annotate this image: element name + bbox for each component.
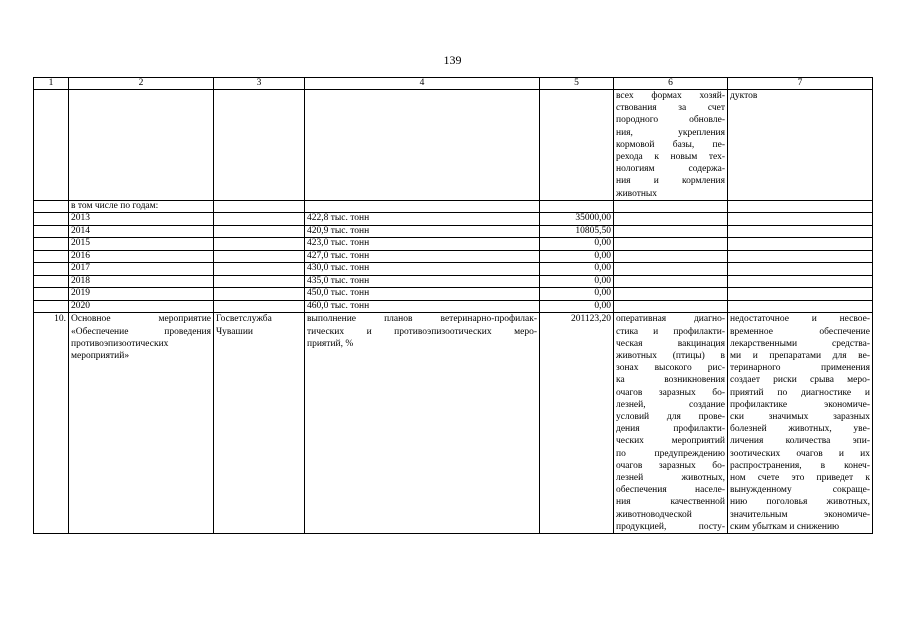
year-cell: 2017 bbox=[69, 263, 214, 276]
text-line: создает риски срыва меро- bbox=[730, 375, 870, 386]
text-line: дения профилакти- bbox=[616, 424, 725, 435]
text-line: «Обеспечение проведения bbox=[71, 326, 211, 337]
row10-col5: 201123,20 bbox=[540, 313, 614, 534]
amount-cell: 0,00 bbox=[540, 275, 614, 288]
header-col-5: 5 bbox=[540, 78, 614, 90]
indicator-cell: 423,0 тыс. тонн bbox=[305, 238, 540, 251]
text-line: распространения, в конеч- bbox=[730, 460, 870, 471]
header-col-4: 4 bbox=[305, 78, 540, 90]
text-line: нологиям содержа- bbox=[616, 164, 725, 175]
indicator-cell: 420,9 тыс. тонн bbox=[305, 225, 540, 238]
text-line: личения количества эпи- bbox=[730, 436, 870, 447]
text-line: профилактике экономиче- bbox=[730, 399, 870, 410]
text-line: животноводческой bbox=[616, 509, 692, 520]
indicator-cell: 427,0 тыс. тонн bbox=[305, 250, 540, 263]
year-cell: 2019 bbox=[69, 288, 214, 301]
cont-col6 bbox=[614, 90, 728, 201]
text-line: кормовой базы, пе- bbox=[616, 139, 725, 150]
year-row bbox=[34, 225, 873, 238]
text-line: Госветслужба bbox=[216, 314, 272, 325]
year-row bbox=[34, 288, 873, 301]
header-col-7: 7 bbox=[728, 78, 873, 90]
year-cell: 2013 bbox=[69, 213, 214, 226]
text-line: оперативная диагно- bbox=[616, 314, 725, 325]
row10-num: 10. bbox=[34, 313, 69, 534]
header-col-2: 2 bbox=[69, 78, 214, 90]
year-cell: 2015 bbox=[69, 238, 214, 251]
text-line: ния качественной bbox=[616, 497, 725, 508]
page-number: 139 bbox=[443, 53, 462, 67]
text-line: зонах высокого рис- bbox=[616, 363, 725, 374]
text-line: болезней животных, уве- bbox=[730, 424, 870, 435]
year-cell: 2020 bbox=[69, 300, 214, 313]
year-row bbox=[34, 275, 873, 288]
amount-cell: 35000,00 bbox=[540, 213, 614, 226]
text-line: зоотических очагов и их bbox=[730, 448, 870, 459]
header-col-3: 3 bbox=[214, 78, 305, 90]
by-years-row bbox=[34, 200, 873, 213]
text-line: недостаточное и несвое- bbox=[730, 314, 870, 325]
text-line: ния, укрепления bbox=[616, 127, 725, 138]
text-line: ческая вакцинация bbox=[616, 338, 725, 349]
text-line: противоэпизоотических bbox=[71, 338, 169, 349]
text-line: по предупреждению bbox=[616, 448, 725, 459]
text-line: ном счете это приведет к bbox=[730, 472, 870, 483]
text-line: выполнение планов ветеринарно-профилак- bbox=[307, 314, 537, 325]
cont-col7: дуктов bbox=[728, 90, 873, 201]
indicator-cell: 460,0 тыс. тонн bbox=[305, 300, 540, 313]
year-row bbox=[34, 238, 873, 251]
text-line: тических и противоэпизоотических меро- bbox=[307, 326, 537, 337]
amount-cell: 0,00 bbox=[540, 300, 614, 313]
indicator-cell: 450,0 тыс. тонн bbox=[305, 288, 540, 301]
continuation-row bbox=[34, 90, 873, 201]
row10-col2 bbox=[69, 313, 214, 534]
text-line: очагов заразных бо- bbox=[616, 387, 725, 398]
text-line: нию поголовья животных, bbox=[730, 497, 870, 508]
text-line: стика и профилакти- bbox=[616, 326, 725, 337]
text-line: ния и кормления bbox=[616, 176, 725, 187]
header-col-1: 1 bbox=[34, 78, 69, 90]
row10-col7 bbox=[728, 313, 873, 534]
year-row bbox=[34, 213, 873, 226]
text-line: лезней, создание bbox=[616, 399, 725, 410]
amount-cell: 0,00 bbox=[540, 250, 614, 263]
amount-cell: 0,00 bbox=[540, 288, 614, 301]
year-row bbox=[34, 300, 873, 313]
year-row bbox=[34, 250, 873, 263]
text-line: мероприятий» bbox=[71, 350, 130, 361]
text-line: животных bbox=[616, 188, 658, 199]
text-line: породного обновле- bbox=[616, 115, 725, 126]
text-line: ски значимых заразных bbox=[730, 411, 870, 422]
indicator-cell: 422,8 тыс. тонн bbox=[305, 213, 540, 226]
text-line: ческих мероприятий bbox=[616, 436, 725, 447]
row10-col3 bbox=[214, 313, 305, 534]
amount-cell: 0,00 bbox=[540, 238, 614, 251]
text-line: ка возникновения bbox=[616, 375, 725, 386]
text-line: обеспечения населе- bbox=[616, 485, 725, 496]
text-line: приятий, % bbox=[307, 338, 354, 349]
indicator-cell: 430,0 тыс. тонн bbox=[305, 263, 540, 276]
text-line: значительным экономиче- bbox=[730, 509, 870, 520]
text-line: условий для прове- bbox=[616, 411, 725, 422]
indicator-cell: 435,0 тыс. тонн bbox=[305, 275, 540, 288]
text-line: лекарственными средства- bbox=[730, 338, 870, 349]
text-line: всех формах хозяй- bbox=[616, 91, 725, 101]
text-line: теринарного применения bbox=[730, 363, 870, 374]
by-years-label: в том числе по годам: bbox=[69, 200, 214, 213]
row10-col6 bbox=[614, 313, 728, 534]
amount-cell: 10805,50 bbox=[540, 225, 614, 238]
year-cell: 2016 bbox=[69, 250, 214, 263]
text-line: временное обеспечение bbox=[730, 326, 870, 337]
amount-cell: 0,00 bbox=[540, 263, 614, 276]
text-line: животных (птицы) в bbox=[616, 350, 725, 361]
text-line: рехода к новым тех- bbox=[616, 152, 725, 163]
row10-col4 bbox=[305, 313, 540, 534]
year-row bbox=[34, 263, 873, 276]
text-line: продукцией, посту- bbox=[616, 521, 725, 532]
text-line: ми и препаратами для ве- bbox=[730, 350, 870, 361]
header-row bbox=[34, 78, 873, 90]
year-cell: 2018 bbox=[69, 275, 214, 288]
text-line: Чувашии bbox=[216, 326, 253, 337]
text-line: лезней животных, bbox=[616, 472, 725, 483]
header-col-6: 6 bbox=[614, 78, 728, 90]
text-line: очагов заразных бо- bbox=[616, 460, 725, 471]
text-line: ским убыткам и снижению bbox=[730, 521, 840, 532]
text-line: приятий по диагностике и bbox=[730, 387, 870, 398]
text-line: Основное мероприятие bbox=[71, 314, 211, 325]
row-10 bbox=[34, 313, 873, 534]
text-line: вынужденному сокраще- bbox=[730, 485, 870, 496]
year-cell: 2014 bbox=[69, 225, 214, 238]
text-line: ствования за счет bbox=[616, 103, 725, 114]
program-table bbox=[33, 77, 873, 534]
